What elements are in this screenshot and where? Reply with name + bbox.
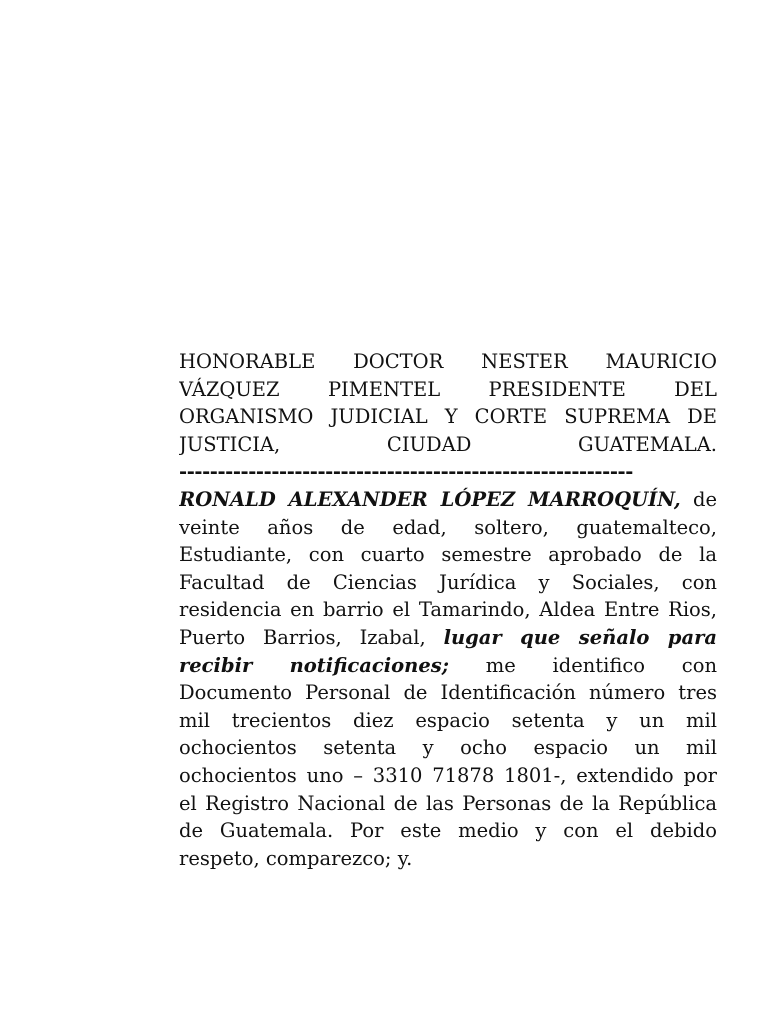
header-line-1: HONORABLE DOCTOR NESTER MAURICIO <box>179 350 717 373</box>
body-line-1 <box>179 486 717 514</box>
petition-text <box>179 348 717 872</box>
body-line-2: veinte años de edad, soltero, guatemalteco, <box>179 515 717 539</box>
notification-clause-end: recibir notificaciones; <box>179 653 449 677</box>
header-line-4: JUSTICIA, CIUDAD GUATEMALA. <box>179 432 717 456</box>
body-line-14: respeto, comparezco; y. <box>179 846 413 870</box>
header-line-3: ORGANISMO JUDICIAL Y CORTE SUPREMA DE <box>179 405 717 429</box>
body-line-13: de Guatemala. Por este medio y con el debido <box>179 819 717 843</box>
body-line-3: Estudiante, con cuarto semestre aprobado de la <box>179 543 717 567</box>
address-end: Puerto Barrios, Izabal, <box>179 625 444 649</box>
body-line-12: el Registro Nacional de las Personas de la República <box>179 791 717 815</box>
body-line-8: Documento Personal de Identificación número tres <box>179 681 717 705</box>
body-line-5: residencia en barrio el Tamarindo, Aldea Entre Rios, <box>179 598 717 622</box>
identification-start: me identifico con <box>448 653 717 677</box>
header-line-2: VÁZQUEZ PIMENTEL PRESIDENTE DEL <box>179 377 717 401</box>
body-line-10: ochocientos setenta y ocho espacio un mil <box>179 736 717 760</box>
body-line-7 <box>179 652 717 680</box>
dash-rule: ----------------------------------------------------------- <box>179 460 633 484</box>
body-line-6 <box>179 624 717 652</box>
petitioner-name-suffix: de <box>680 487 717 511</box>
petitioner-name: RONALD ALEXANDER LÓPEZ MARROQUÍN, <box>179 487 681 511</box>
notification-clause-start: lugar que señalo para <box>443 625 717 649</box>
body-line-4: Facultad de Ciencias Jurídica y Sociales, con <box>179 570 717 594</box>
body-line-9: mil trecientos diez espacio setenta y un mil <box>179 708 717 732</box>
body-line-11: ochocientos uno – 3310 71878 1801-, extendido por <box>179 763 717 787</box>
